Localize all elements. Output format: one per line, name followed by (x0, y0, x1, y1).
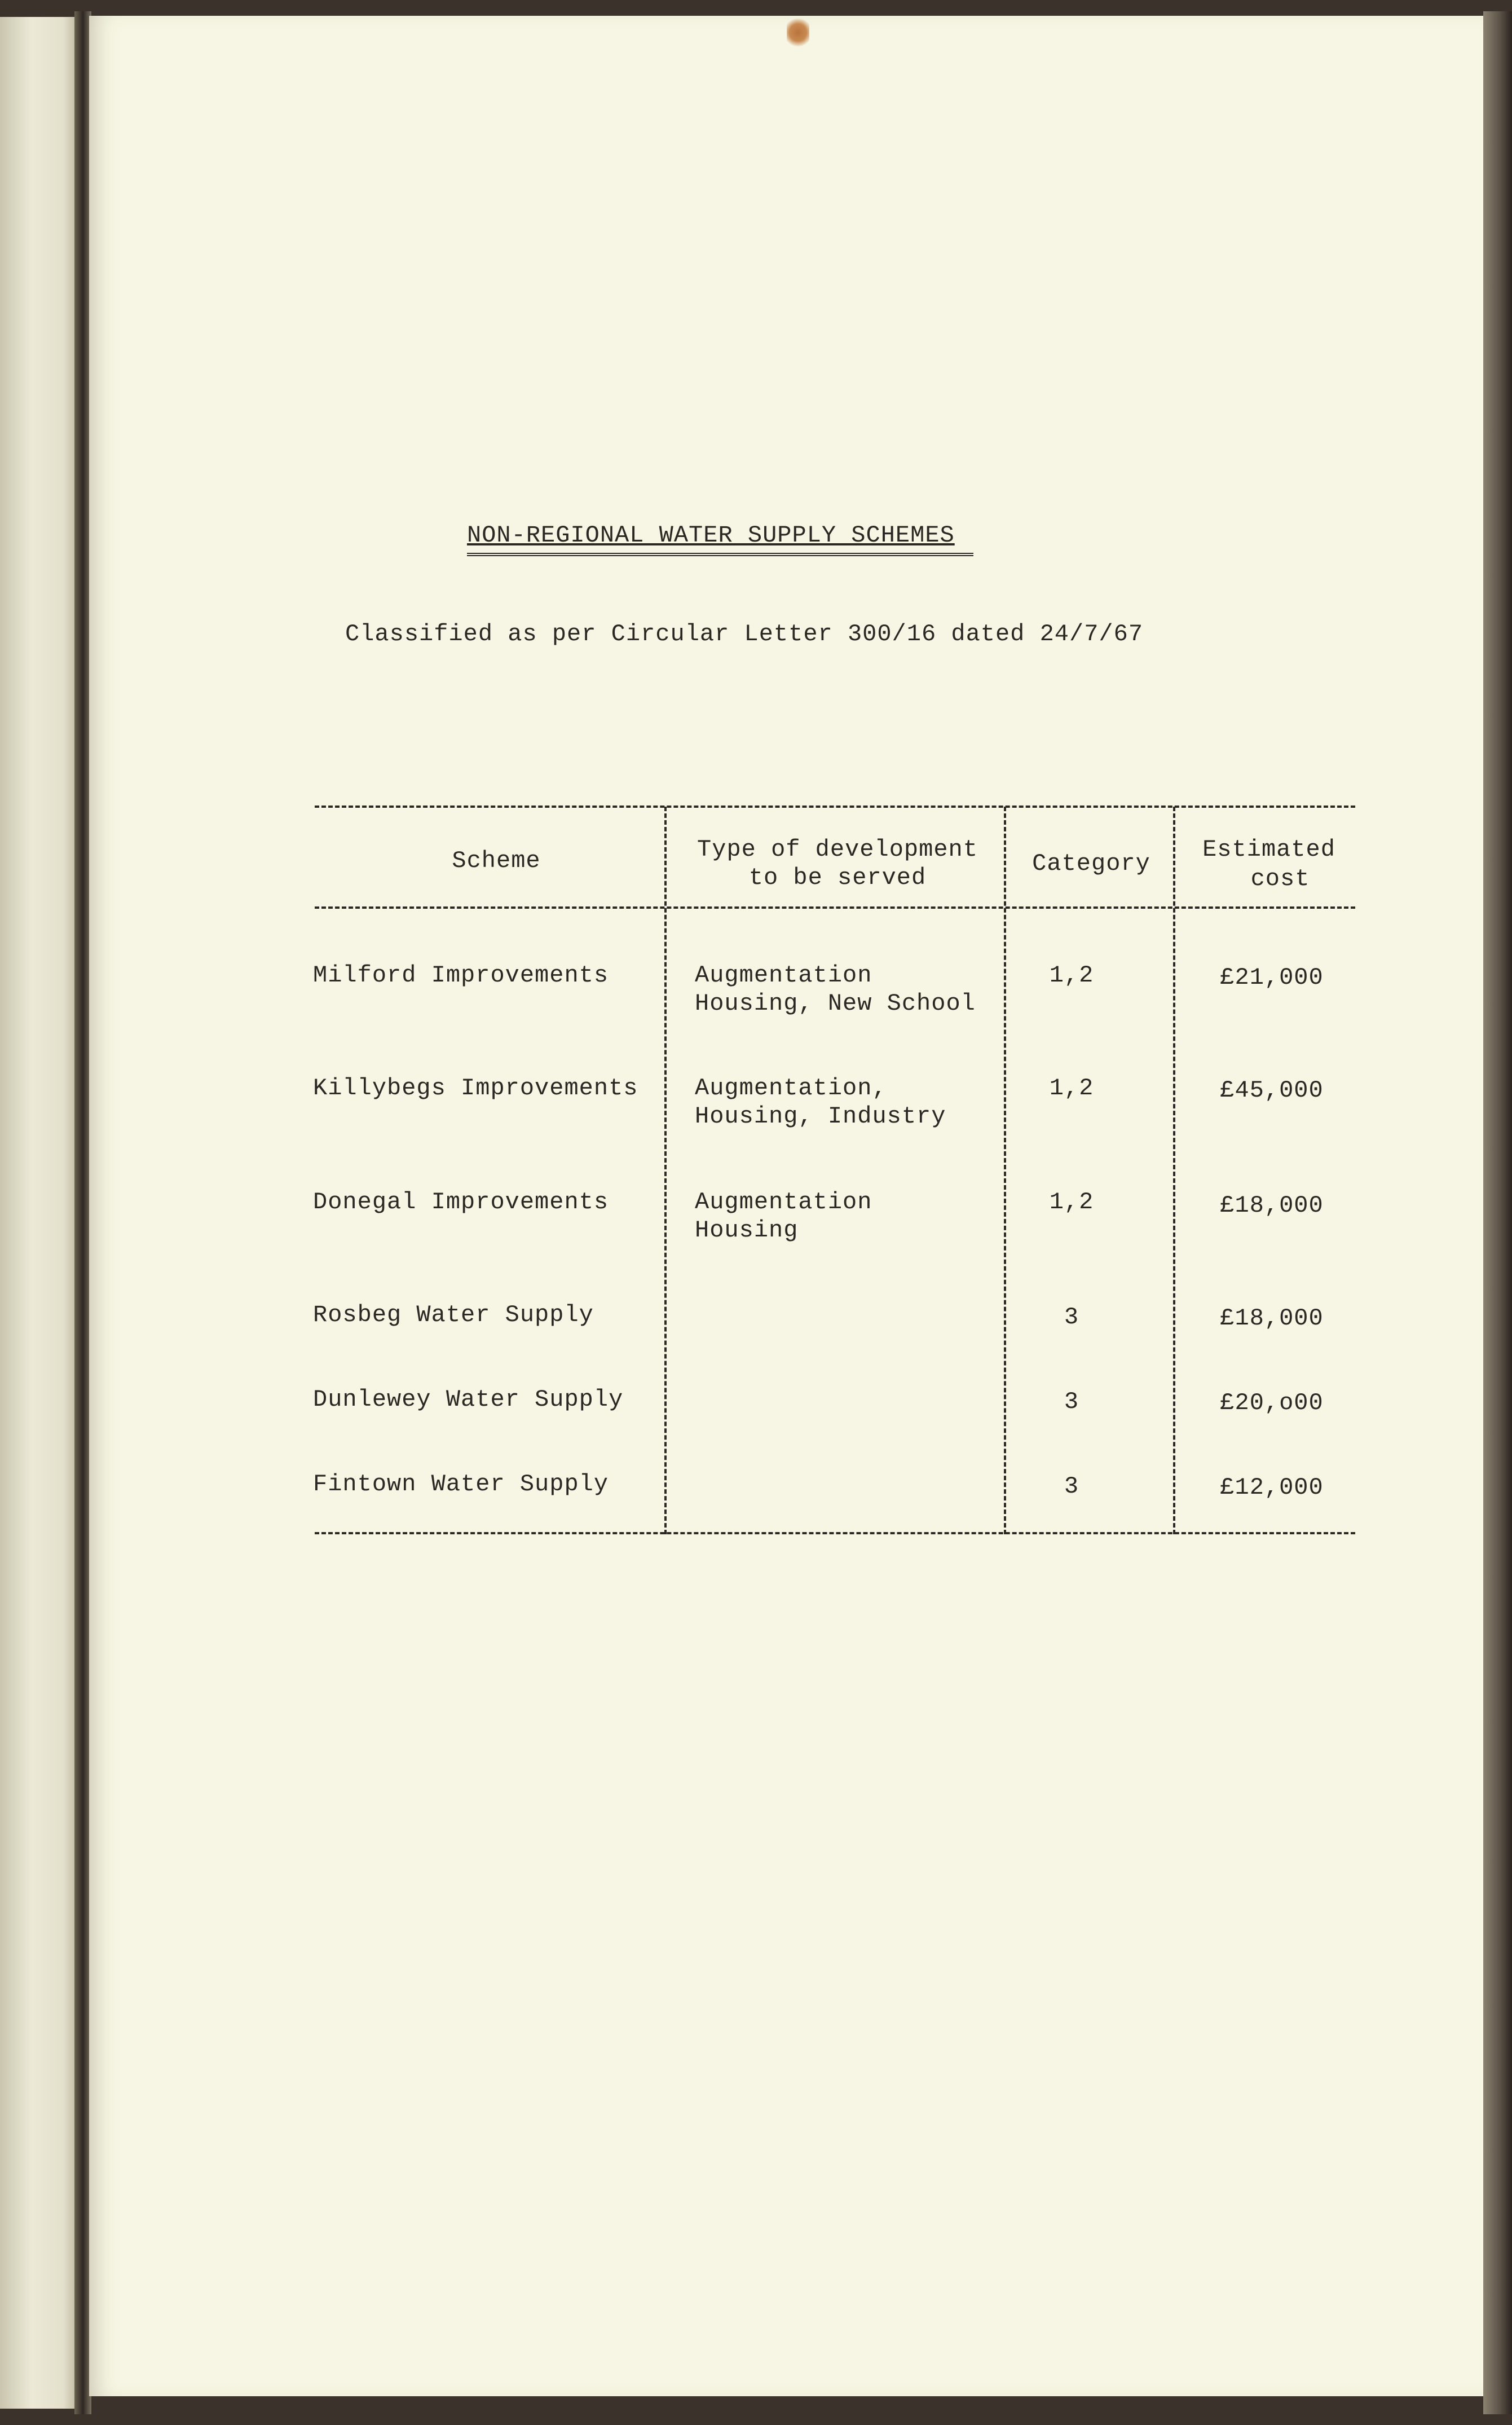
table-top-rule (315, 806, 1355, 808)
column-divider-type (1004, 807, 1006, 1534)
estimated-cost: £18,000 (1220, 1305, 1324, 1332)
page-right-edge (1483, 11, 1512, 2414)
page-subtitle: Classified as per Circular Letter 300/16 dated 24/7/67 (345, 620, 1144, 648)
header-scheme: Scheme (452, 847, 541, 874)
header-type-line1: Type of development (697, 836, 978, 863)
paper-stain (787, 17, 809, 48)
scheme-name: Dunlewey Water Supply (313, 1386, 624, 1413)
column-divider-scheme (664, 807, 667, 1534)
estimated-cost: £20,o00 (1220, 1389, 1324, 1416)
table-header-rule (315, 906, 1355, 909)
category-value: 3 (1064, 1473, 1079, 1500)
category-value: 1,2 (1049, 962, 1094, 989)
estimated-cost: £45,000 (1220, 1077, 1324, 1104)
column-divider-category (1173, 807, 1175, 1534)
estimated-cost: £18,000 (1220, 1192, 1324, 1219)
development-type-line2: Housing (695, 1217, 799, 1244)
title-double-underline (467, 553, 973, 556)
estimated-cost: £12,000 (1220, 1474, 1324, 1501)
facing-page-edge (0, 17, 79, 2409)
header-category: Category (1032, 850, 1150, 877)
scheme-name: Rosbeg Water Supply (313, 1301, 594, 1328)
scheme-name: Fintown Water Supply (313, 1471, 609, 1498)
header-cost-line2: cost (1250, 865, 1310, 892)
category-value: 1,2 (1049, 1189, 1094, 1216)
development-type-line1: Augmentation (695, 962, 872, 989)
development-type-line2: Housing, Industry (695, 1103, 946, 1130)
development-type-line1: Augmentation (695, 1189, 872, 1216)
page-title: NON-REGIONAL WATER SUPPLY SCHEMES (467, 522, 955, 549)
scheme-name: Killybegs Improvements (313, 1075, 638, 1102)
scheme-name: Milford Improvements (313, 962, 609, 989)
development-type-line2: Housing, New School (695, 990, 976, 1017)
category-value: 3 (1064, 1388, 1079, 1415)
development-type-line1: Augmentation, (695, 1075, 887, 1102)
header-cost-line1: Estimated (1202, 836, 1335, 863)
scheme-name: Donegal Improvements (313, 1189, 609, 1216)
estimated-cost: £21,000 (1220, 964, 1324, 991)
header-type-line2: to be served (748, 864, 927, 891)
category-value: 1,2 (1049, 1075, 1094, 1102)
category-value: 3 (1064, 1304, 1079, 1331)
table-bottom-rule (315, 1532, 1355, 1534)
